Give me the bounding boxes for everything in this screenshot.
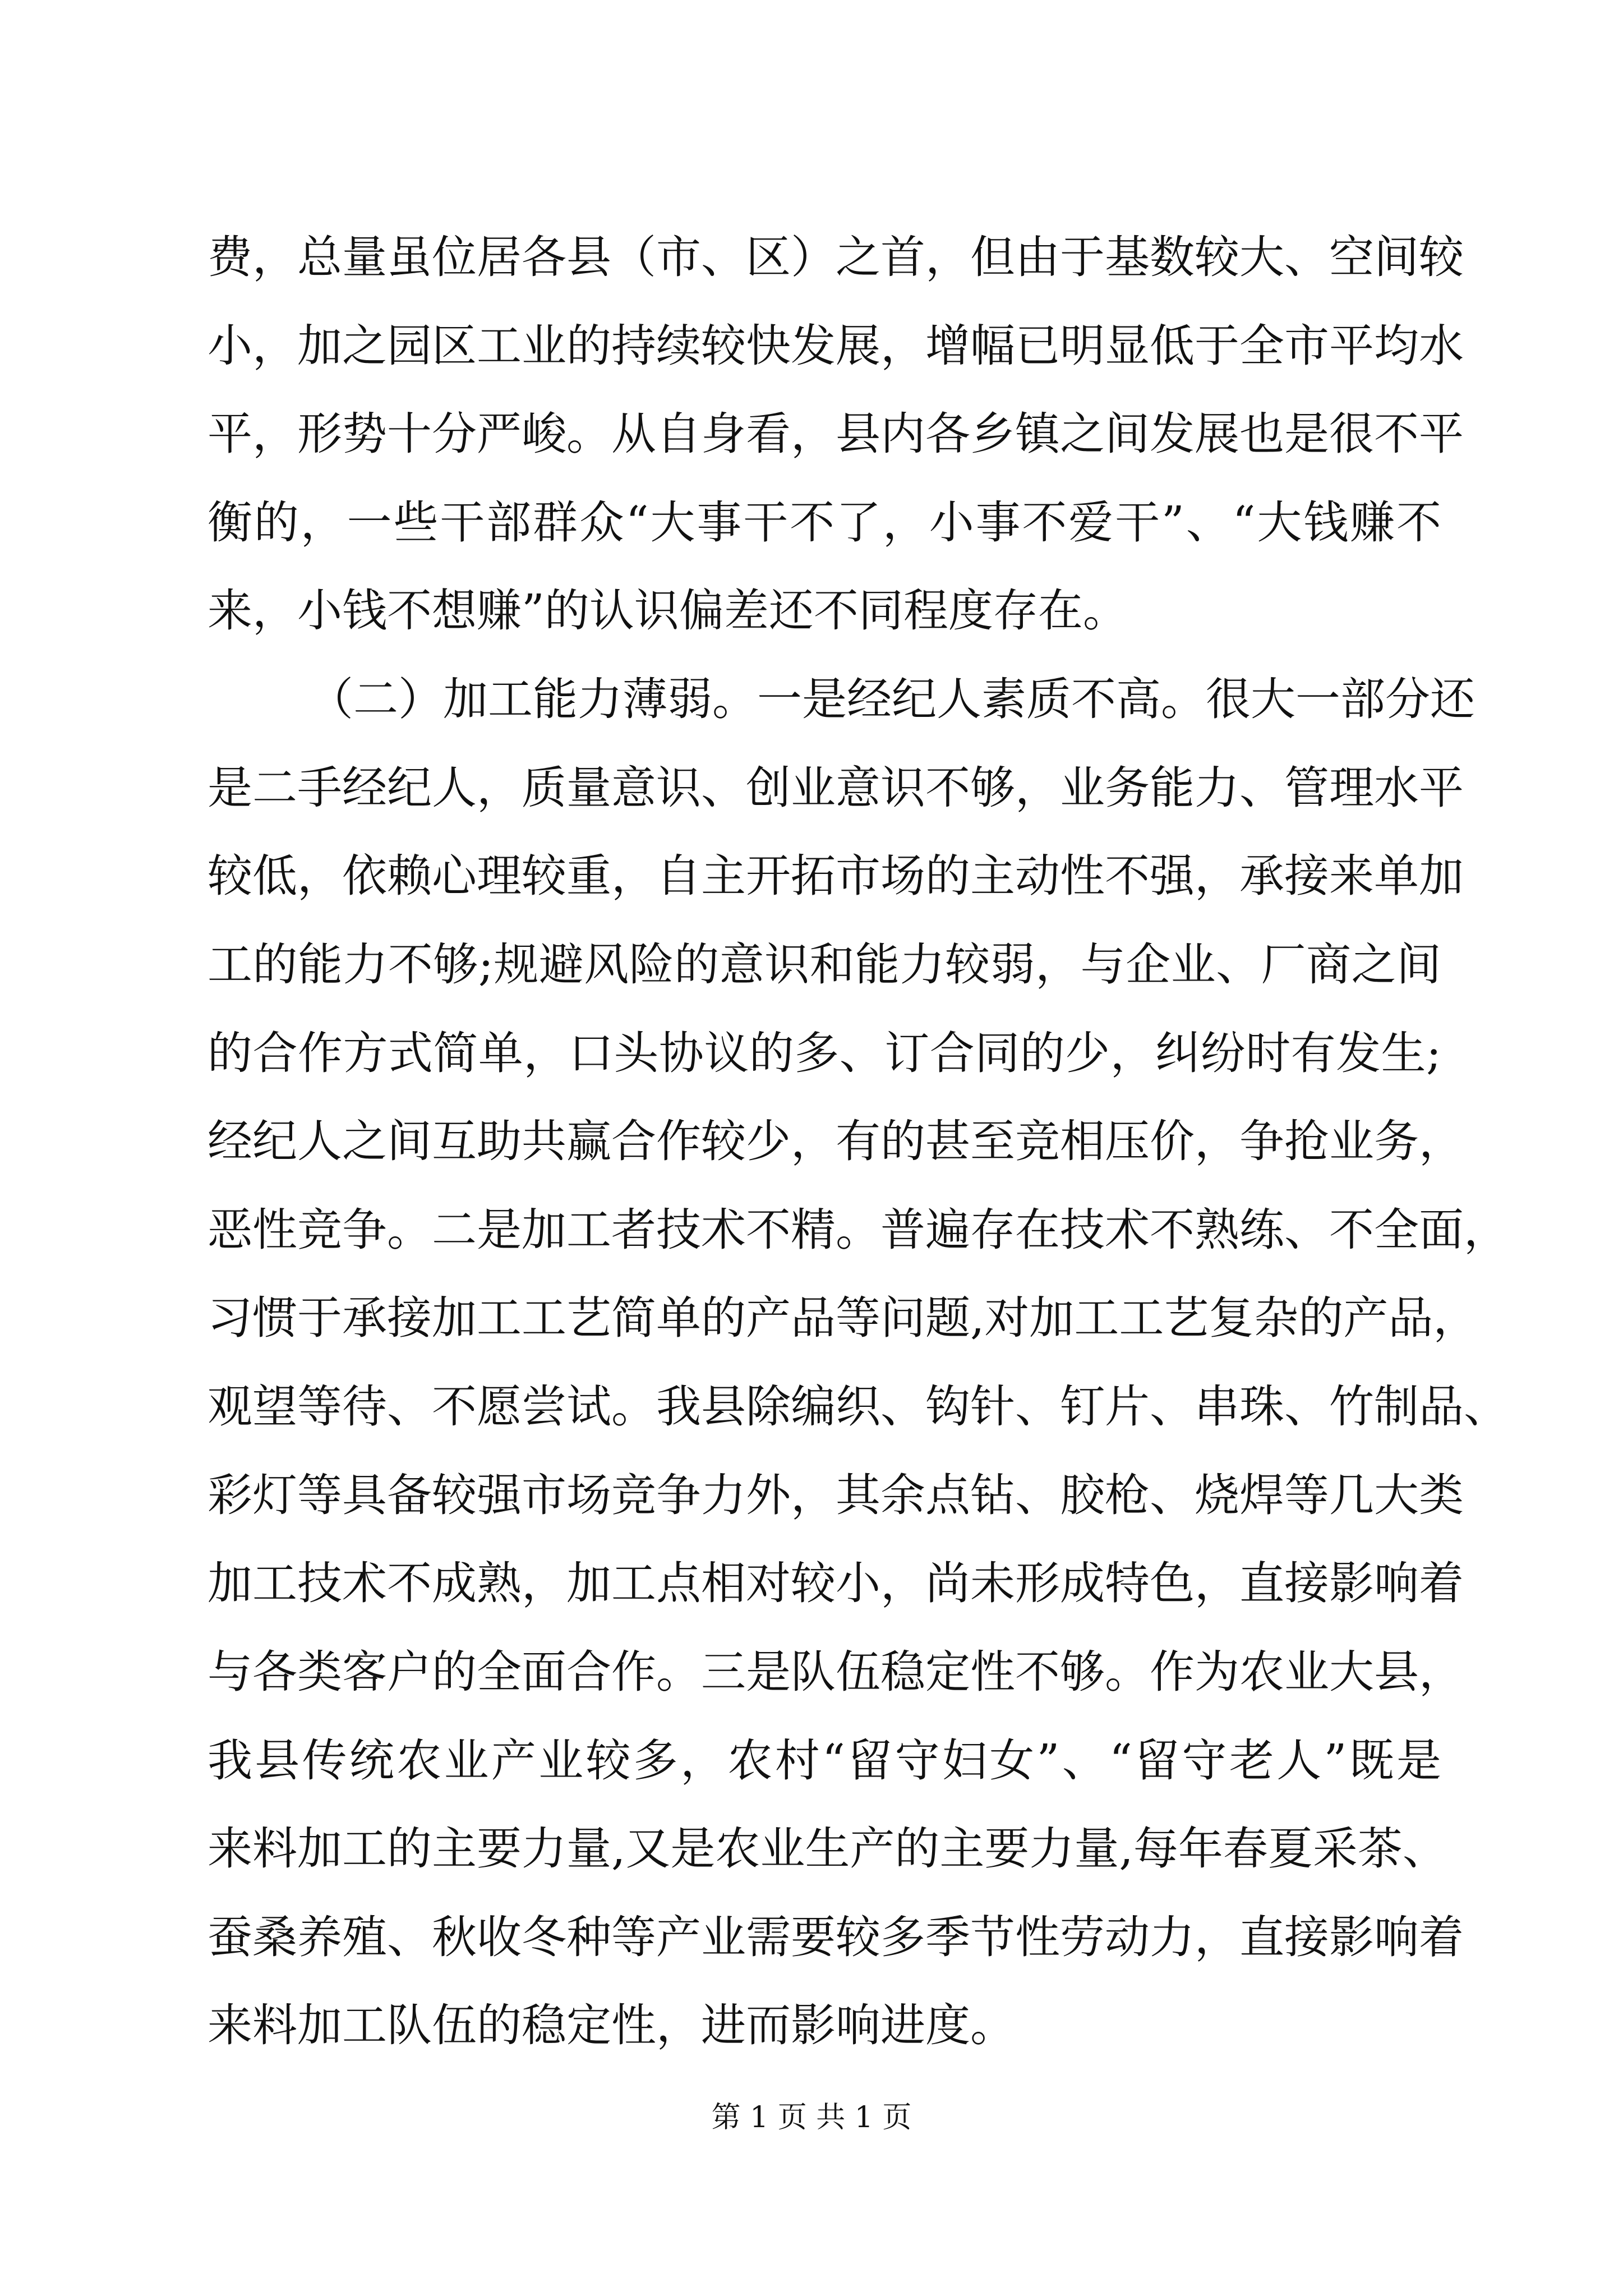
paragraph-2-line-15: 蚕桑养殖、秋收冬种等产业需要较多季节性劳动力，直接影响着 — [208, 1911, 1464, 1963]
paragraph-2-line-2: 是二手经纪人，质量意识、创业意识不够，业务能力、管理水平 — [208, 761, 1464, 814]
paragraph-2-line-16: 来料加工队伍的稳定性，进而影响进度。 — [208, 1999, 1015, 2052]
paragraph-2-line-4: 工的能力不够;规避风险的意识和能力较弱，与企业、厂商之间 — [208, 938, 1441, 991]
paragraph-2-line-10: 彩灯等具备较强市场竞争力外，其余点钻、胶枪、烧焊等几大类 — [208, 1469, 1464, 1521]
paragraph-2-line-5: 的合作方式简单，口头协议的多、订合同的少，纠纷时有发生; — [208, 1027, 1441, 1079]
paragraph-2-line-8: 习惯于承接加工工艺简单的产品等问题,对加工工艺复杂的产品， — [208, 1292, 1478, 1345]
paragraph-2-line-11: 加工技术不成熟，加工点相对较小，尚未形成特色，直接影响着 — [208, 1557, 1464, 1610]
paragraph-2-line-14: 来料加工的主要力量,又是农业生产的主要力量,每年春夏采茶、 — [208, 1823, 1447, 1875]
paragraph-2-line-12: 与各类客户的全面合作。三是队伍稳定性不够。作为农业大县， — [208, 1645, 1464, 1698]
paragraph-2-line-6: 经纪人之间互助共赢合作较少，有的甚至竞相压价，争抢业务， — [208, 1115, 1464, 1168]
paragraph-2-line-3: 较低，依赖心理较重，自主开拓市场的主动性不强，承接来单加 — [208, 850, 1464, 903]
paragraph-1-line-3: 平，形势十分严峻。从自身看，县内各乡镇之间发展也是很不平 — [208, 408, 1464, 461]
paragraph-1-line-1: 费，总量虽位居各县（市、区）之首，但由于基数较大、空间较 — [208, 231, 1464, 283]
page-number-footer: 第 1 页 共 1 页 — [711, 2101, 912, 2134]
paragraph-2-line-1: （二）加工能力薄弱。一是经纪人素质不高。很大一部分还 — [308, 673, 1475, 726]
paragraph-2-line-9: 观望等待、不愿尝试。我县除编织、钩针、钉片、串珠、竹制品、 — [208, 1381, 1509, 1433]
paragraph-1-line-4: 衡的，一些干部群众“大事干不了，小事不爱干”、“大钱赚不 — [208, 496, 1441, 549]
paragraph-2-line-7: 恶性竞争。二是加工者技术不精。普遍存在技术不熟练、不全面， — [208, 1203, 1509, 1256]
paragraph-2-line-13: 我县传统农业产业较多，农村“留守妇女”、“留守老人”既是 — [208, 1734, 1441, 1787]
paragraph-1-line-5: 来，小钱不想赚”的认识偏差还不同程度存在。 — [208, 585, 1128, 637]
paragraph-1-line-2: 小，加之园区工业的持续较快发展，增幅已明显低于全市平均水 — [208, 319, 1464, 372]
